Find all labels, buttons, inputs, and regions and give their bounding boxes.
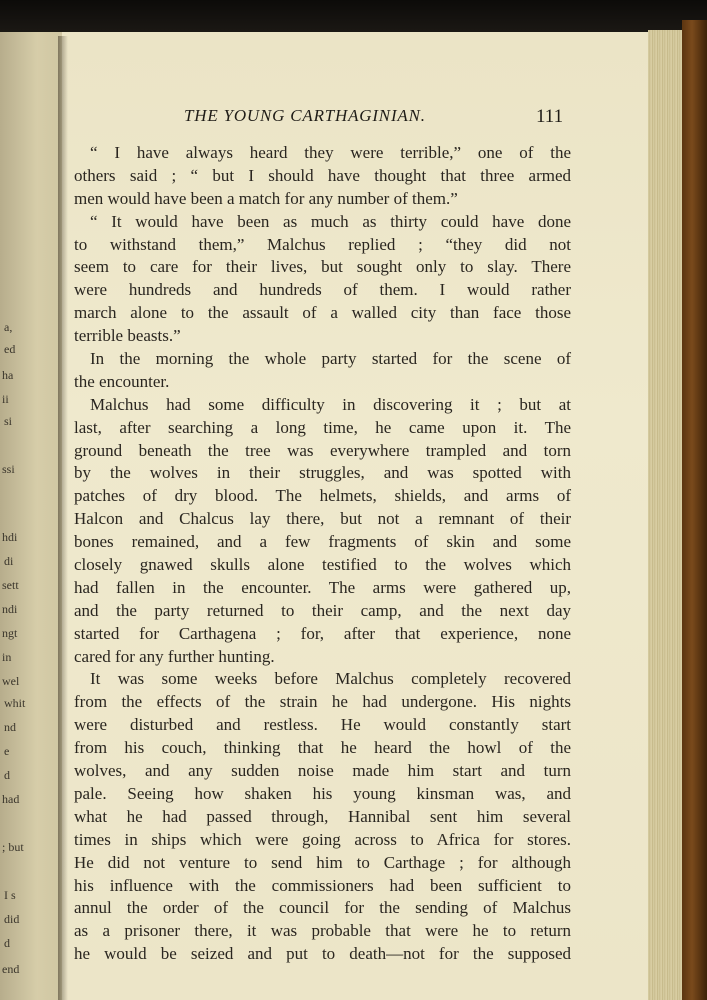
left-page-fragment: ndi: [2, 602, 18, 616]
left-page-fragment: di: [4, 554, 14, 568]
left-page-fragment: in: [2, 650, 12, 664]
text-line: In the morning the whole party started for the scene of: [90, 349, 571, 369]
text-line: he would be seized and put to death—not for the supposed: [74, 944, 571, 964]
text-line: and the party returned to their camp, and the next day: [74, 600, 571, 620]
text-line: He did not venture to send him to Carthage ; for although: [74, 852, 571, 872]
left-page-fragment: hdi: [2, 530, 18, 544]
left-page-fragment: I s: [4, 888, 16, 902]
text-line: “ I have always heard they were terrible,” one of the: [90, 143, 571, 162]
text-line: Malchus had some difficulty in discovering it ; but at: [90, 394, 571, 414]
text-line: as a prisoner there, it was probable that were he to return: [74, 921, 571, 941]
left-page-fragment: e: [4, 744, 10, 758]
left-page-fragment: whit: [4, 696, 26, 710]
text-line: patches of dry blood. The helmets, shields, and arms of: [74, 486, 571, 506]
page-gutter-shadow: [58, 36, 68, 1000]
text-line: men would have been a match for any number of them.”: [74, 188, 458, 208]
left-page-fragment: a,: [4, 320, 13, 334]
text-line: It was some weeks before Malchus completely recovered: [90, 669, 571, 689]
text-line: Halcon and Chalcus lay there, but not a remnant of their: [74, 509, 571, 529]
text-line: were disturbed and restless. He would constantly start: [74, 715, 571, 735]
left-page-fragment: si: [4, 414, 13, 428]
text-line: annul the order of the council for the sending of Malchus: [74, 898, 571, 918]
text-line: had fallen in the encounter. The arms were gathered up,: [74, 577, 571, 597]
left-page-fragment: wel: [2, 674, 20, 688]
left-page-fragment: ssi: [2, 462, 15, 476]
text-line: ground beneath the tree was everywhere trampled and torn: [74, 440, 571, 460]
running-title: THE YOUNG CARTHAGINIAN.: [184, 106, 426, 125]
text-line: from his couch, thinking that he heard the howl of the: [74, 738, 571, 758]
left-page-fragment: had: [2, 792, 20, 806]
text-line: seem to care for their lives, but sought only to slay. There: [74, 257, 571, 277]
left-page-fragment: ; but: [2, 840, 24, 854]
left-page-fragment: end: [2, 962, 20, 976]
text-line: started for Carthagena ; for, after that experience, none: [74, 623, 571, 643]
left-page-fragment: ngt: [2, 626, 18, 640]
text-line: from the effects of the strain he had undergone. His nights: [74, 692, 571, 712]
text-line: to withstand them,” Malchus replied ; “they did not: [74, 234, 571, 254]
text-line: wolves, and any sudden noise made him start and turn: [74, 761, 571, 781]
text-line: by the wolves in their struggles, and was spotted with: [74, 463, 571, 483]
text-line: march alone to the assault of a walled city than face those: [74, 303, 571, 323]
book-cover: [682, 20, 707, 1000]
left-page-edge: [0, 32, 62, 1000]
left-page-fragment: sett: [2, 578, 19, 592]
text-line: were hundreds and hundreds of them. I would rather: [74, 280, 571, 300]
text-line: cared for any further hunting.: [74, 646, 275, 666]
page-header: [62, 106, 574, 132]
left-page-fragment: d: [4, 936, 10, 950]
page-number: 111: [536, 106, 564, 127]
text-line: what he had passed through, Hannibal sent him several: [74, 806, 571, 826]
left-page-fragment: d: [4, 768, 10, 782]
text-line: his influence with the commissioners had been sufficient to: [74, 875, 571, 895]
text-line: pale. Seeing how shaken his young kinsman was, and: [74, 783, 571, 803]
text-line: “ It would have been as much as thirty could have done: [90, 211, 571, 231]
left-page-fragment: nd: [4, 720, 16, 734]
left-page-fragment: ii: [2, 392, 9, 406]
text-line: others said ; “ but I should have thought that three armed: [74, 165, 571, 185]
text-line: times in ships which were going across to Africa for stores.: [74, 829, 571, 849]
text-line: bones remained, and a few fragments of skin and some: [74, 532, 571, 552]
page-edges: [648, 30, 684, 1000]
text-line: closely gnawed skulls alone testified to the wolves which: [74, 555, 571, 575]
left-page-fragment: did: [4, 912, 20, 926]
left-page-fragment: ed: [4, 342, 16, 356]
text-line: last, after searching a long time, he came upon it. The: [74, 417, 571, 437]
body-text: [74, 142, 571, 966]
text-line: the encounter.: [74, 371, 170, 391]
text-line: terrible beasts.”: [74, 326, 181, 346]
left-page-fragment: ha: [2, 368, 14, 382]
